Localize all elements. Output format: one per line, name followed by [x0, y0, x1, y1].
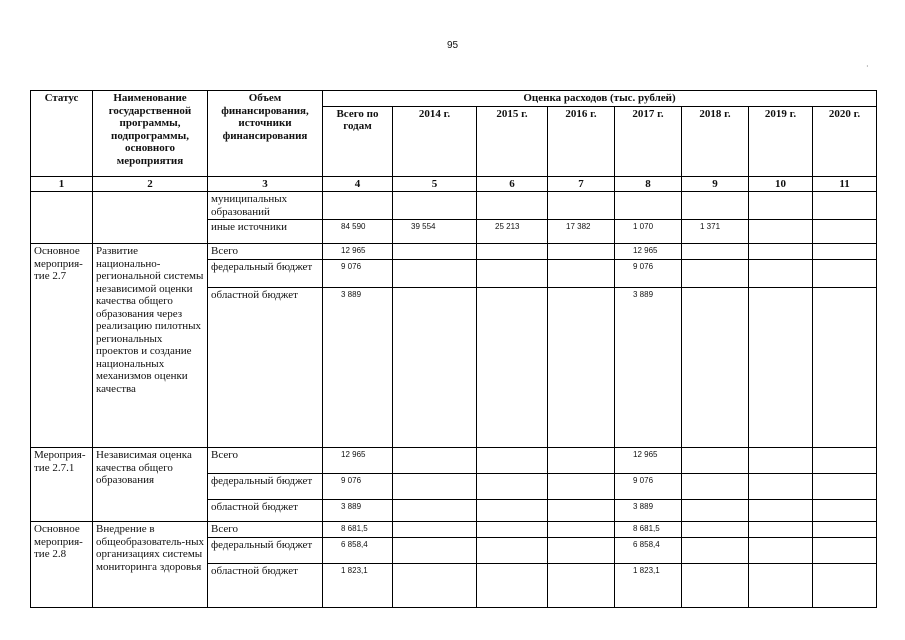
- value-cell: [749, 260, 813, 288]
- value-cell: [749, 474, 813, 500]
- status-cell: Мероприя-тие 2.7.1: [31, 448, 93, 522]
- source-cell: федеральный бюджет: [208, 474, 323, 500]
- value-cell: 1 371: [682, 220, 749, 244]
- value-cell: 39 554: [393, 220, 477, 244]
- value-cell: [393, 260, 477, 288]
- value-cell: [682, 192, 749, 220]
- value-cell: [548, 522, 615, 538]
- value-cell: [477, 538, 548, 564]
- value-cell: [393, 448, 477, 474]
- value-cell: [749, 564, 813, 608]
- value-cell: [749, 500, 813, 522]
- table-body: [31, 192, 877, 608]
- value-cell: 12 965: [615, 448, 682, 474]
- value-cell: [682, 538, 749, 564]
- value-cell: [548, 474, 615, 500]
- value-cell: 9 076: [323, 474, 393, 500]
- status-cell: [31, 192, 93, 244]
- header-year: 2017 г.: [615, 106, 682, 176]
- value-cell: 1 823,1: [615, 564, 682, 608]
- value-cell: [749, 192, 813, 220]
- value-cell: [813, 220, 877, 244]
- value-cell: [682, 564, 749, 608]
- status-cell: Основное мероприя-тие 2.7: [31, 244, 93, 448]
- source-cell: муниципальных образований: [208, 192, 323, 220]
- value-cell: [548, 244, 615, 260]
- value-cell: [477, 288, 548, 448]
- budget-table: [30, 90, 877, 608]
- column-index-row: [31, 176, 877, 192]
- value-cell: [749, 220, 813, 244]
- value-cell: [813, 564, 877, 608]
- header-year: 2014 г.: [393, 106, 477, 176]
- value-cell: 1 070: [615, 220, 682, 244]
- value-cell: [813, 448, 877, 474]
- value-cell: [682, 244, 749, 260]
- value-cell: 17 382: [548, 220, 615, 244]
- value-cell: [548, 500, 615, 522]
- header-year: 2019 г.: [749, 106, 813, 176]
- value-cell: [749, 448, 813, 474]
- value-cell: [813, 538, 877, 564]
- source-cell: областной бюджет: [208, 564, 323, 608]
- value-cell: [548, 288, 615, 448]
- value-cell: [393, 500, 477, 522]
- value-cell: [477, 244, 548, 260]
- value-cell: [548, 538, 615, 564]
- header-total: Всего по годам: [323, 106, 393, 176]
- value-cell: [813, 288, 877, 448]
- column-index: 2: [93, 176, 208, 192]
- source-cell: федеральный бюджет: [208, 260, 323, 288]
- source-cell: иные источники: [208, 220, 323, 244]
- column-index: 3: [208, 176, 323, 192]
- value-cell: 8 681,5: [323, 522, 393, 538]
- value-cell: [548, 192, 615, 220]
- value-cell: [813, 192, 877, 220]
- name-cell: [93, 192, 208, 244]
- value-cell: 6 858,4: [615, 538, 682, 564]
- value-cell: [477, 522, 548, 538]
- value-cell: [548, 564, 615, 608]
- value-cell: [477, 448, 548, 474]
- column-index: 6: [477, 176, 548, 192]
- value-cell: 1 823,1: [323, 564, 393, 608]
- source-cell: Всего: [208, 244, 323, 260]
- value-cell: [682, 522, 749, 538]
- value-cell: [749, 288, 813, 448]
- value-cell: 25 213: [477, 220, 548, 244]
- column-index: 10: [749, 176, 813, 192]
- header-status: Статус: [31, 91, 93, 177]
- value-cell: [682, 448, 749, 474]
- table-row: [31, 244, 877, 260]
- value-cell: [813, 244, 877, 260]
- source-cell: областной бюджет: [208, 288, 323, 448]
- value-cell: [682, 500, 749, 522]
- value-cell: [682, 474, 749, 500]
- value-cell: [323, 192, 393, 220]
- value-cell: [393, 538, 477, 564]
- value-cell: [749, 538, 813, 564]
- column-index: 7: [548, 176, 615, 192]
- header-row-1: [31, 91, 877, 107]
- value-cell: 9 076: [323, 260, 393, 288]
- header-name: Наименование государственной программы, подпрограммы, основного мероприятия: [93, 91, 208, 177]
- column-index: 11: [813, 176, 877, 192]
- header-volume: Объем финансирования, источники финансирования: [208, 91, 323, 177]
- value-cell: [393, 522, 477, 538]
- header-year: 2015 г.: [477, 106, 548, 176]
- value-cell: 3 889: [615, 500, 682, 522]
- value-cell: [477, 474, 548, 500]
- value-cell: [615, 192, 682, 220]
- source-cell: Всего: [208, 448, 323, 474]
- header-estimate: Оценка расходов (тыс. рублей): [323, 91, 877, 107]
- table-row: [31, 448, 877, 474]
- column-index: 5: [393, 176, 477, 192]
- value-cell: 9 076: [615, 474, 682, 500]
- column-index: 4: [323, 176, 393, 192]
- value-cell: 12 965: [615, 244, 682, 260]
- value-cell: [477, 260, 548, 288]
- table-row: [31, 192, 877, 220]
- value-cell: [477, 192, 548, 220]
- value-cell: [548, 448, 615, 474]
- value-cell: [393, 474, 477, 500]
- value-cell: 84 590: [323, 220, 393, 244]
- value-cell: [393, 564, 477, 608]
- value-cell: [393, 244, 477, 260]
- value-cell: [813, 474, 877, 500]
- source-cell: федеральный бюджет: [208, 538, 323, 564]
- value-cell: [548, 260, 615, 288]
- scan-speck: ·: [866, 62, 869, 71]
- value-cell: [682, 288, 749, 448]
- value-cell: 12 965: [323, 448, 393, 474]
- value-cell: [393, 288, 477, 448]
- column-index: 8: [615, 176, 682, 192]
- value-cell: 3 889: [323, 500, 393, 522]
- table-row: [31, 522, 877, 538]
- value-cell: 9 076: [615, 260, 682, 288]
- value-cell: [393, 192, 477, 220]
- source-cell: Всего: [208, 522, 323, 538]
- value-cell: [749, 522, 813, 538]
- value-cell: [813, 260, 877, 288]
- column-index: 1: [31, 176, 93, 192]
- value-cell: [813, 522, 877, 538]
- value-cell: [749, 244, 813, 260]
- value-cell: [477, 564, 548, 608]
- status-cell: Основное мероприя-тие 2.8: [31, 522, 93, 608]
- name-cell: Внедрение в общеобразователь-ных организациях системы мониторинга здоровья: [93, 522, 208, 608]
- value-cell: 6 858,4: [323, 538, 393, 564]
- value-cell: [477, 500, 548, 522]
- header-year: 2020 г.: [813, 106, 877, 176]
- value-cell: 8 681,5: [615, 522, 682, 538]
- value-cell: [813, 500, 877, 522]
- value-cell: [682, 260, 749, 288]
- header-year: 2018 г.: [682, 106, 749, 176]
- value-cell: 3 889: [323, 288, 393, 448]
- column-index: 9: [682, 176, 749, 192]
- value-cell: 12 965: [323, 244, 393, 260]
- name-cell: Развитие национально-региональной системы независимой оценки качества общего образования через реализацию пилотных региональных проектов и создание национальных механизмов оценки качества: [93, 244, 208, 448]
- source-cell: областной бюджет: [208, 500, 323, 522]
- name-cell: Независимая оценка качества общего образования: [93, 448, 208, 522]
- value-cell: 3 889: [615, 288, 682, 448]
- header-year: 2016 г.: [548, 106, 615, 176]
- page-number: 95: [446, 40, 459, 51]
